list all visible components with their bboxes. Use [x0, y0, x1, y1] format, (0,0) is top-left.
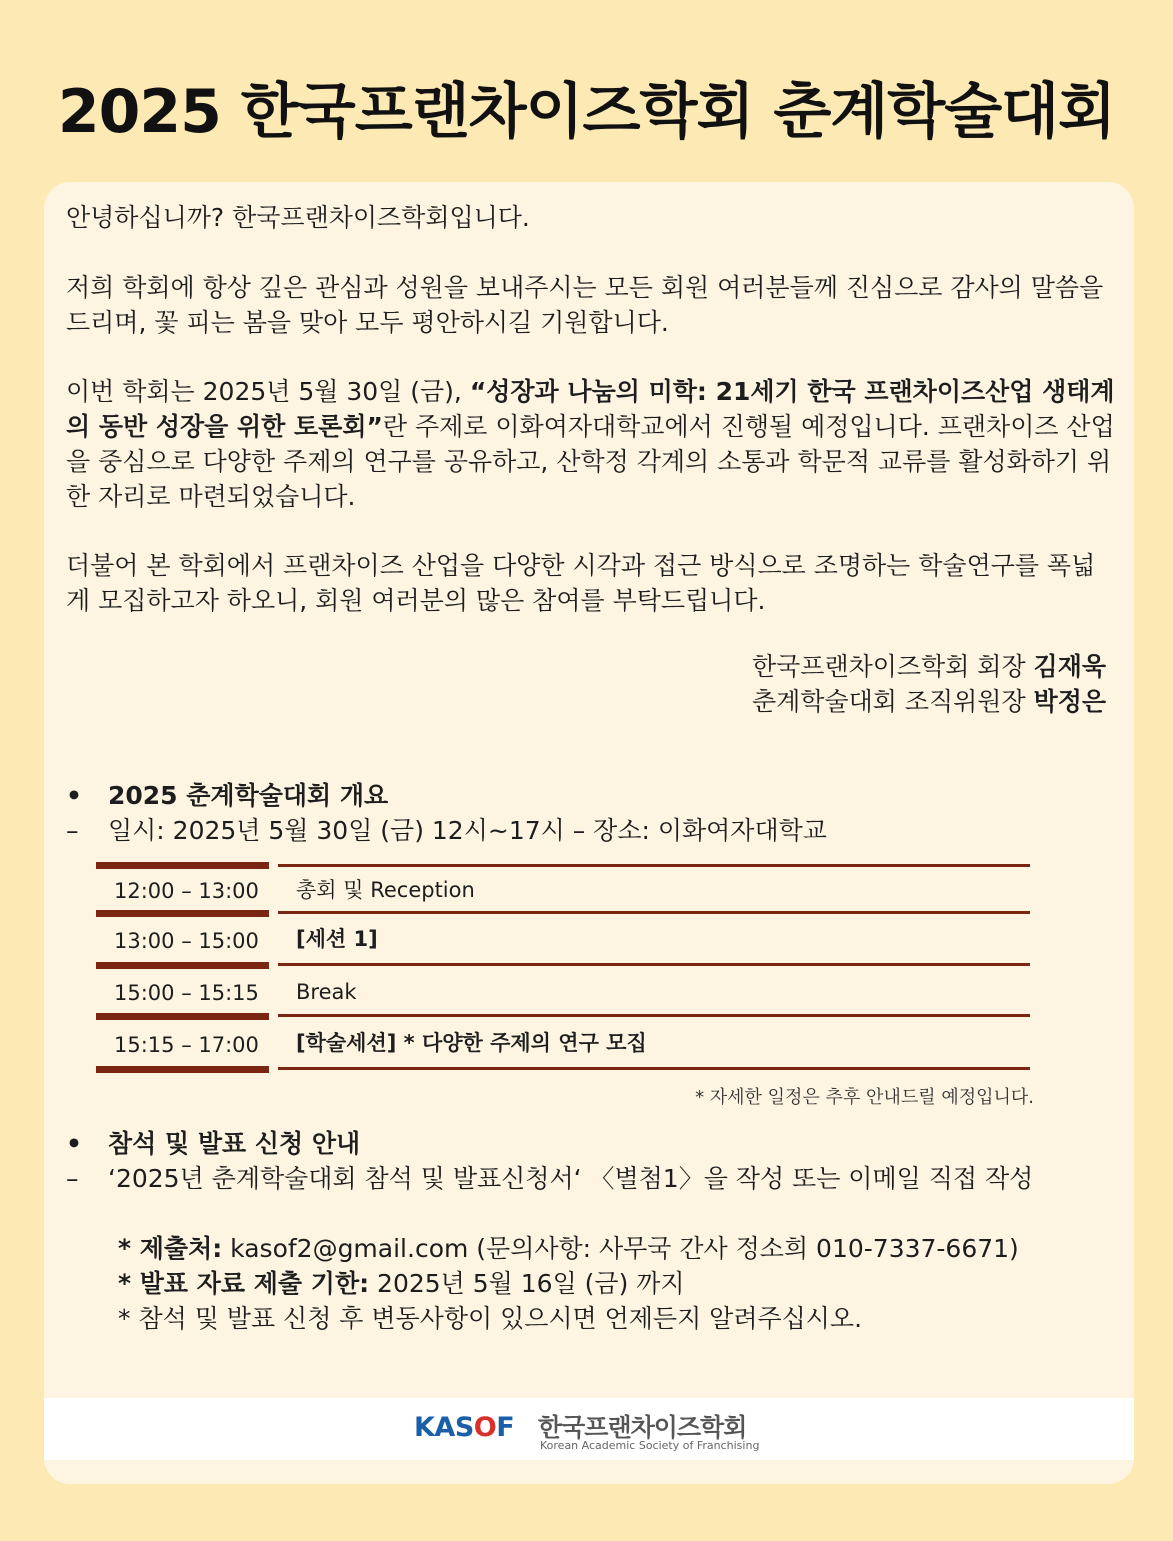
- signature-block: [752, 649, 1106, 719]
- notice-card: [44, 182, 1134, 1484]
- schedule-divider: [96, 1066, 269, 1073]
- schedule-divider: [278, 1014, 1030, 1017]
- deadline-line: * 발표 자료 제출 기한: 2025년 5월 16일 (금) 까지: [118, 1269, 685, 1298]
- schedule-divider: [96, 862, 269, 869]
- submission-email: kasof2@gmail.com (문의사항: 사무국 간사 정소희 010-7337-6671): [222, 1234, 1019, 1263]
- schedule-time: 13:00 – 15:00: [114, 929, 259, 953]
- event-description: 란 주제로 이화여자대학교에서 진행될 예정입니다. 프랜차이즈 산업을 중심으로 다양한 주제의 연구를 공유하고, 산학정 각계의 소통과 학문적 교류를 활성화하기 위한 자리로 마련되었습니다.: [66, 412, 1115, 511]
- signature-line-chair: 춘계학술대회 조직위원장 박정은: [752, 687, 1106, 716]
- overview-heading: • 2025 춘계학술대회 개요: [66, 779, 388, 813]
- application-heading: • 참석 및 발표 신청 안내: [66, 1127, 360, 1161]
- event-date-text: 이번 학회는 2025년 5월 30일 (금),: [66, 377, 470, 406]
- thanks-paragraph: 저희 학회에 항상 깊은 관심과 성원을 보내주시는 모든 회원 여러분들께 진심으로 감사의 말씀을 드리며, 꽃 피는 봄을 맞아 모두 평안하시길 기원합니다.: [66, 273, 1104, 337]
- schedule-divider: [278, 1067, 1030, 1070]
- org-name-korean: 한국프랜차이즈학회: [538, 1413, 747, 1442]
- change-notice-line: * 참석 및 발표 신청 후 변동사항이 있으시면 언제든지 알려주십시오.: [118, 1304, 863, 1333]
- event-theme: “성장과 나눔의 미학: 21세기 한국 프랜차이즈산업 생태계의 동반 성장을 위한 토론회”: [66, 377, 1115, 441]
- footer-logo-bar: [44, 1398, 1134, 1460]
- org-name-english: Korean Academic Society of Franchising: [540, 1439, 760, 1452]
- greeting-text: 안녕하십니까? 한국프랜차이즈학회입니다.: [66, 203, 530, 232]
- schedule-event: [학술세션] * 다양한 주제의 연구 모집: [296, 1031, 647, 1055]
- chair-name: 박정은: [1033, 687, 1106, 716]
- schedule-time: 12:00 – 13:00: [114, 879, 259, 903]
- schedule-divider: [96, 1013, 269, 1020]
- schedule-divider: [278, 911, 1030, 914]
- schedule-time: 15:00 – 15:15: [114, 981, 259, 1005]
- application-detail: – ‘2025년 춘계학술대회 참석 및 발표신청서‘ 〈별첨1〉을 작성 또는 이메일 직접 작성: [66, 1162, 1033, 1196]
- overview-detail: – 일시: 2025년 5월 30일 (금) 12시~17시 – 장소: 이화여자대학교: [66, 814, 827, 848]
- president-name: 김재욱: [1033, 652, 1106, 681]
- schedule-note: * 자세한 일정은 추후 안내드릴 예정입니다.: [695, 1087, 1034, 1108]
- bullet-icon: •: [66, 1129, 82, 1158]
- logo-o-icon: O: [473, 1412, 497, 1443]
- schedule-divider: [96, 910, 269, 917]
- signature-line-president: 한국프랜차이즈학회 회장 김재욱: [752, 652, 1106, 681]
- call-for-papers-paragraph: 더불어 본 학회에서 프랜차이즈 산업을 다양한 시각과 접근 방식으로 조명하는 학술연구를 폭넓게 모집하고자 하오니, 회원 여러분의 많은 참여를 부탁드립니다.: [66, 551, 1096, 615]
- dash-icon: –: [66, 1164, 79, 1193]
- event-paragraph: [66, 374, 1116, 514]
- submission-email-line: * 제출처: kasof2@gmail.com (문의사항: 사무국 간사 정소희 010-7337-6671): [118, 1234, 1019, 1263]
- schedule-time: 15:15 – 17:00: [114, 1033, 259, 1057]
- bullet-icon: •: [66, 781, 82, 810]
- schedule-divider: [278, 963, 1030, 966]
- schedule-event: [세션 1]: [296, 927, 378, 951]
- schedule-event: 총회 및 Reception: [296, 878, 475, 902]
- schedule-event: Break: [296, 980, 357, 1004]
- kasof-wordmark: KASOF: [414, 1412, 515, 1443]
- schedule-divider: [278, 864, 1030, 867]
- dash-icon: –: [66, 816, 79, 845]
- schedule-divider: [96, 962, 269, 969]
- page-title: 2025 한국프랜차이즈학회 춘계학술대회: [57, 77, 1116, 147]
